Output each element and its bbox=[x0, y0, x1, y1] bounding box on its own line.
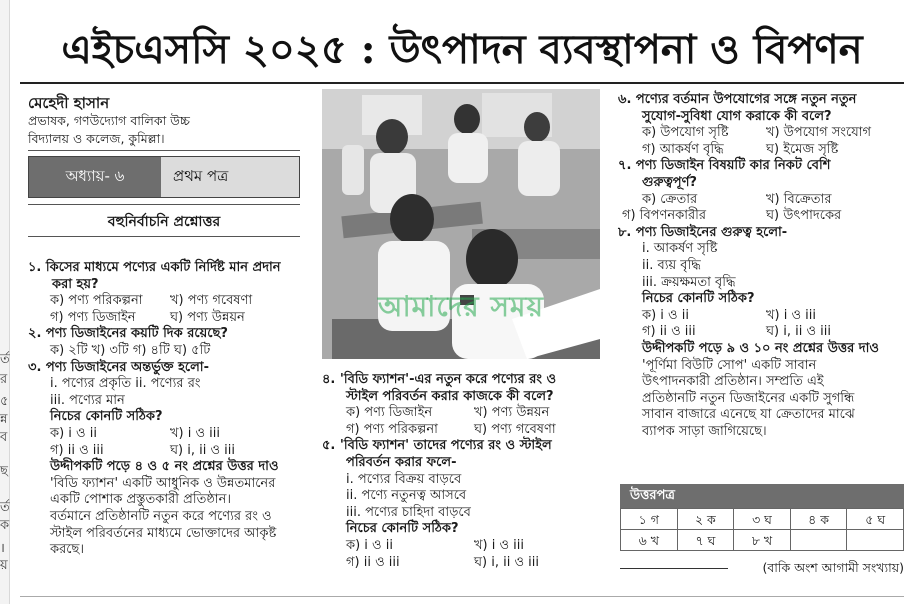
options-row bbox=[322, 538, 604, 555]
option: খ) i ও iii bbox=[474, 537, 525, 553]
stem-line: একটি পোশাক প্রস্তুতকারী প্রতিষ্ঠান। bbox=[50, 492, 231, 508]
stem-heading: উদ্দীপকটি পড়ে ৪ ও ৫ নং প্রশ্নের উত্তর দাও bbox=[50, 459, 279, 475]
statement: iii. ক্রয়ক্ষমতা বৃদ্ধি bbox=[642, 274, 736, 290]
option: ক) i ও ii bbox=[50, 425, 97, 441]
continued-note bbox=[620, 560, 904, 580]
options-row bbox=[618, 142, 906, 159]
option: গ) পণ্য পরিকল্পনা bbox=[346, 421, 438, 437]
question-5-cont: পরিবর্তন করার ফলে- bbox=[346, 454, 457, 470]
option: ঘ) ইমেজ সৃষ্টি bbox=[766, 141, 839, 157]
answer-cell: ৮ খ bbox=[734, 530, 791, 551]
author-role bbox=[28, 112, 308, 148]
options-row bbox=[618, 192, 906, 209]
options-row bbox=[28, 443, 308, 460]
answer-cell: ১ গ bbox=[621, 509, 678, 530]
option: ঘ) পণ্য গবেষণা bbox=[474, 421, 556, 437]
question-7: ৭. পণ্য ডিজাইন বিষয়টি কার নিকট বেশি bbox=[618, 158, 831, 174]
edge-glyph: ব bbox=[0, 430, 8, 445]
option: গ) ii ও iii bbox=[642, 324, 696, 340]
answer-cell: ৭ ঘ bbox=[678, 530, 735, 551]
stem-line: সাবান বাজারে এনেছে যা ক্রেতাদের মাঝে bbox=[642, 407, 855, 423]
stem-line: স্টাইল পরিবর্তনের মাধ্যমে ভোক্তাদের আকৃষ্ট bbox=[50, 525, 277, 541]
statement: iii. পণ্যের মান bbox=[50, 392, 125, 408]
edge-glyph: র bbox=[0, 372, 8, 387]
options-row bbox=[618, 208, 906, 225]
statement: i. পণ্যের বিক্রয় বাড়বে bbox=[346, 471, 462, 487]
options-row bbox=[322, 405, 604, 422]
option: গ) ii ও iii bbox=[346, 554, 400, 570]
option: ঘ) i, ii ও iii bbox=[170, 442, 236, 458]
question-6: ৬. পণ্যের বর্তমান উপযোগের সঙ্গে নতুন নতুন bbox=[618, 92, 857, 107]
statement: ii. ব্যয় বৃদ্ধি bbox=[642, 257, 701, 273]
option: ঘ) উৎপাদকের bbox=[766, 208, 842, 224]
answer-cell bbox=[847, 530, 904, 551]
watermark-logo: আমাদের সময় bbox=[378, 290, 544, 323]
author-name: মেহেদী হাসান bbox=[28, 94, 110, 112]
options-row bbox=[28, 310, 308, 327]
option: খ) i ও iii bbox=[766, 307, 817, 323]
author-role-line: প্রভাষক, গণউদ্যোগ বালিকা উচ্চ bbox=[28, 113, 190, 128]
option: খ) i ও iii bbox=[170, 425, 221, 441]
author-role-line: বিদ্যালয় ও কলেজ, কুমিল্লা। bbox=[28, 131, 165, 146]
stem-heading: উদ্দীপকটি পড়ে ৯ ও ১০ নং প্রশ্নের উত্তর দাও bbox=[642, 340, 879, 356]
options-row bbox=[618, 324, 906, 341]
stem-line: বর্তমানে প্রতিষ্ঠানটি নতুন করে পণ্যের রং ও bbox=[50, 508, 272, 524]
option: গ) পণ্য ডিজাইন bbox=[50, 309, 136, 325]
answer-cell: ৬ খ bbox=[621, 530, 678, 551]
option: খ) পণ্য উন্নয়ন bbox=[474, 405, 550, 421]
stem-line: করছে। bbox=[50, 542, 84, 558]
edge-glyph: । bbox=[0, 541, 5, 556]
question-8: ৮. পণ্য ডিজাইনের গুরুত্ব হলো- bbox=[618, 224, 788, 240]
edge-glyph: ছ bbox=[0, 464, 8, 479]
option: ঘ) পণ্য উন্নয়ন bbox=[170, 309, 245, 325]
which-correct: নিচের কোনটি সঠিক? bbox=[642, 291, 755, 307]
divider bbox=[28, 204, 300, 205]
option: খ) উপযোগ সংযোগ bbox=[766, 125, 872, 141]
title-rule bbox=[20, 82, 904, 84]
question-4-cont: স্টাইল পরিবর্তন করার কাজকে কী বলে? bbox=[346, 388, 554, 404]
option: ক) i ও ii bbox=[346, 537, 393, 553]
edge-glyph: য় bbox=[0, 558, 8, 573]
question-5: ৫. 'বিডি ফ্যাশন' তাদের পণ্যের রং ও স্টাইল bbox=[322, 438, 552, 454]
edge-glyph: ন্ন bbox=[0, 412, 8, 427]
answer-cell: ২ ক bbox=[678, 509, 735, 530]
edge-glyph: ক bbox=[0, 518, 10, 533]
question-2: ২. পণ্য ডিজাইনের কয়টি দিক রয়েছে? bbox=[28, 326, 228, 342]
question-4: ৪. 'বিডি ফ্যাশন'-এর নতুন করে পণ্যের রং ও bbox=[322, 372, 557, 387]
option: খ) পণ্য গবেষণা bbox=[170, 293, 253, 309]
option: ক) পণ্য পরিকল্পনা bbox=[50, 293, 143, 309]
answer-cell bbox=[791, 530, 848, 551]
chapter-label: অধ্যায়- ৬ bbox=[29, 157, 161, 197]
which-correct: নিচের কোনটি সঠিক? bbox=[346, 521, 459, 537]
adjacent-column-edge bbox=[0, 0, 10, 604]
bottom-rule bbox=[20, 596, 904, 597]
paper-label: প্রথম পত্র bbox=[161, 157, 299, 197]
statement: i. পণ্যের প্রকৃতি ii. পণ্যের রং bbox=[50, 376, 201, 392]
statement: ii. পণ্যে নতুনত্ব আসবে bbox=[346, 488, 467, 504]
option: গ) আকর্ষণ বৃদ্ধি bbox=[642, 141, 724, 157]
stem-line: প্রতিষ্ঠানটি নতুন ডিজাইনের একটি সুগন্ধি bbox=[642, 390, 855, 406]
statement: iii. পণ্যের চাহিদা বাড়বে bbox=[346, 504, 471, 520]
option: ঘ) i, ii ও iii bbox=[766, 324, 832, 340]
edge-glyph: র্ত bbox=[0, 352, 10, 367]
option: ক) ক্রেতার bbox=[642, 191, 698, 207]
divider bbox=[28, 236, 300, 237]
article-title: এইচএসসি ২০২৫ : উৎপাদন ব্যবস্থাপনা ও বিপণন bbox=[61, 26, 863, 73]
answer-grid bbox=[620, 508, 904, 551]
option: গ) ii ও iii bbox=[50, 442, 104, 458]
edge-glyph: র্ত bbox=[0, 500, 10, 515]
answer-cell: ৪ ক bbox=[791, 509, 848, 530]
option: ক) i ও ii bbox=[642, 307, 689, 323]
options-row bbox=[322, 555, 604, 572]
options-row bbox=[322, 422, 604, 439]
options-row bbox=[618, 308, 906, 325]
continued-text: (বাকি অংশ আগামী সংখ্যায়) bbox=[762, 560, 904, 575]
question-7-cont: গুরুত্বপূর্ণ? bbox=[642, 174, 697, 190]
question-1: ১. কিসের মাধ্যমে পণ্যের একটি নির্দিষ্ট মান প্রদান bbox=[28, 260, 281, 275]
stem-line: 'বিডি ফ্যাশন' একটি আধুনিক ও উন্নতমানের bbox=[50, 475, 276, 491]
stem-line: উৎপাদনকারী প্রতিষ্ঠান। সম্প্রতি এই bbox=[642, 374, 824, 390]
answer-key bbox=[620, 484, 904, 551]
footer-rule bbox=[620, 568, 728, 569]
options-row bbox=[618, 125, 906, 142]
which-correct: নিচের কোনটি সঠিক? bbox=[50, 409, 163, 425]
answer-key-heading: উত্তরপত্র bbox=[620, 484, 904, 508]
option: গ) বিপণনকারীর bbox=[622, 208, 707, 224]
answer-cell: ৫ ঘ bbox=[847, 509, 904, 530]
question-3: ৩. পণ্য ডিজাইনের অন্তর্ভুক্ত হলো- bbox=[28, 359, 209, 375]
option: খ) বিক্রেতার bbox=[766, 191, 832, 207]
question-1-cont: করা হয়? bbox=[52, 276, 99, 292]
edge-glyph: ৫ bbox=[0, 394, 9, 409]
divider bbox=[28, 150, 300, 151]
stem-line: ব্যাপক সাড়া জাগিয়েছে। bbox=[642, 423, 767, 439]
statement: i. আকর্ষণ সৃষ্টি bbox=[642, 241, 718, 257]
question-column-3 bbox=[618, 92, 906, 440]
options-row: ক) ২টি খ) ৩টি গ) ৪টি ঘ) ৫টি bbox=[50, 342, 211, 358]
answer-cell: ৩ ঘ bbox=[734, 509, 791, 530]
question-column-2 bbox=[322, 372, 604, 571]
option: ক) পণ্য ডিজাইন bbox=[346, 405, 433, 421]
question-column-1 bbox=[28, 260, 308, 559]
stem-line: 'পূর্ণিমা বিউটি সোপ' একটি সাবান bbox=[642, 357, 817, 373]
section-heading: বহুনির্বাচনি প্রশ্নোত্তর bbox=[107, 214, 221, 230]
options-row bbox=[28, 426, 308, 443]
question-6-cont: সুযোগ-সুবিধা যোগ করাকে কী বলে? bbox=[642, 108, 832, 124]
option: ক) উপযোগ সৃষ্টি bbox=[642, 125, 729, 141]
chapter-box bbox=[28, 156, 300, 198]
option: ঘ) i, ii ও iii bbox=[474, 554, 540, 570]
options-row bbox=[28, 293, 308, 310]
